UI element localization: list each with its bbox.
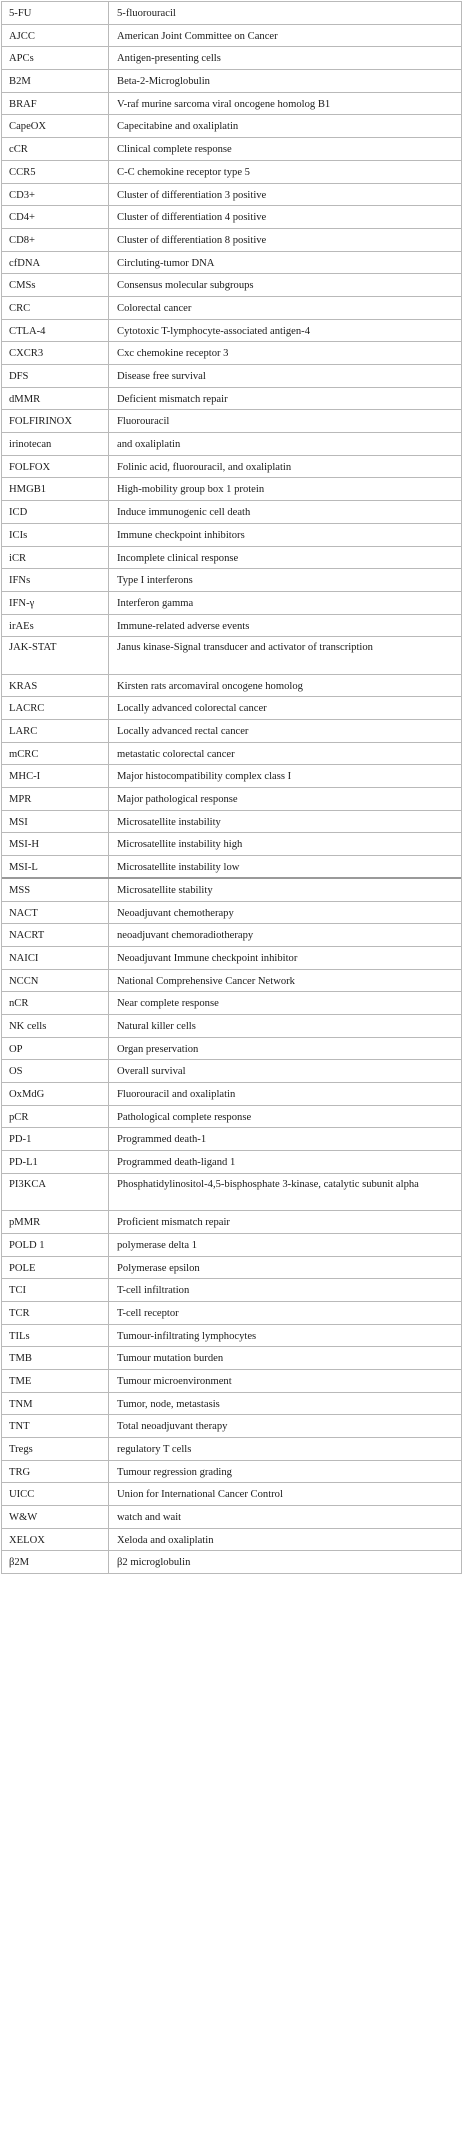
- definition-cell: Fluorouracil: [117, 416, 170, 428]
- table-row: [2, 1151, 461, 1174]
- table-row: [2, 879, 461, 902]
- table-row: [2, 25, 461, 48]
- definition-cell: Circluting-tumor DNA: [117, 257, 215, 269]
- table-row: [2, 1461, 461, 1484]
- definition-cell: Cluster of differentiation 4 positive: [117, 212, 267, 224]
- table-row: [2, 547, 461, 570]
- table-row: [2, 992, 461, 1015]
- table-row: [2, 320, 461, 343]
- definition-cell: Locally advanced colorectal cancer: [117, 703, 267, 715]
- definition-cell: polymerase delta 1: [117, 1239, 198, 1251]
- table-row: [2, 1083, 461, 1106]
- abbreviation-cell: pMMR: [2, 1211, 109, 1233]
- abbreviation-cell: iCR: [2, 547, 109, 569]
- table-row: [2, 1415, 461, 1438]
- definition-cell: metastatic colorectal cancer: [117, 748, 235, 760]
- abbreviation-cell: TNM: [2, 1393, 109, 1415]
- abbreviation-cell: CXCR3: [2, 342, 109, 364]
- table-row: [2, 47, 461, 70]
- definition-cell: Deficient mismatch repair: [117, 393, 228, 405]
- abbreviation-cell: FOLFOX: [2, 456, 109, 478]
- abbreviation-cell: W&W: [2, 1506, 109, 1528]
- table-row: [2, 1106, 461, 1129]
- definition-cell: Total neoadjuvant therapy: [117, 1421, 228, 1433]
- definition-cell: Fluorouracil and oxaliplatin: [117, 1089, 236, 1101]
- abbreviation-cell: irAEs: [2, 615, 109, 637]
- definition-cell: Programmed death-1: [117, 1134, 207, 1146]
- definition-cell: and oxaliplatin: [117, 439, 181, 451]
- abbreviation-cell: CD8+: [2, 229, 109, 251]
- table-row: [2, 1438, 461, 1461]
- abbreviation-cell: pCR: [2, 1106, 109, 1128]
- definition-cell: Immune-related adverse events: [117, 620, 250, 632]
- abbreviation-cell: TNT: [2, 1415, 109, 1437]
- table-row: [2, 1257, 461, 1280]
- table-row: [2, 2, 461, 25]
- abbreviation-cell: NACRT: [2, 924, 109, 946]
- abbreviation-cell: FOLFIRINOX: [2, 410, 109, 432]
- table-row: [2, 1174, 461, 1211]
- definition-cell: Union for International Cancer Control: [117, 1489, 283, 1501]
- table-row: [2, 743, 461, 766]
- abbreviation-cell: 5-FU: [2, 2, 109, 24]
- table-row: [2, 161, 461, 184]
- definition-cell: Colorectal cancer: [117, 302, 192, 314]
- definition-cell: Folinic acid, fluorouracil, and oxaliplatin: [117, 461, 292, 473]
- abbreviation-cell: CRC: [2, 297, 109, 319]
- abbreviation-cell: MHC-I: [2, 765, 109, 787]
- definition-cell: Polymerase epsilon: [117, 1262, 200, 1274]
- definition-cell: Induce immunogenic cell death: [117, 507, 251, 519]
- abbreviation-cell: cfDNA: [2, 252, 109, 274]
- definition-cell: Programmed death-ligand 1: [117, 1157, 236, 1169]
- abbreviation-cell: TILs: [2, 1325, 109, 1347]
- definition-cell: Cxc chemokine receptor 3: [117, 348, 229, 360]
- definition-cell: Proficient mismatch repair: [117, 1217, 230, 1229]
- abbreviation-cell: DFS: [2, 365, 109, 387]
- definition-cell: V-raf murine sarcoma viral oncogene homolog B1: [117, 98, 331, 110]
- definition-cell: C-C chemokine receptor type 5: [117, 166, 250, 178]
- table-row: [2, 184, 461, 207]
- definition-cell: Interferon gamma: [117, 597, 194, 609]
- definition-cell: Cluster of differentiation 8 positive: [117, 234, 267, 246]
- table-row: [2, 637, 461, 674]
- abbreviation-cell: Tregs: [2, 1438, 109, 1460]
- definition-cell: Beta-2-Microglobulin: [117, 76, 210, 88]
- abbreviation-cell: CapeOX: [2, 115, 109, 137]
- definition-cell: regulatory T cells: [117, 1444, 192, 1456]
- abbreviation-cell: MSI-H: [2, 833, 109, 855]
- definition-cell: Tumour microenvironment: [117, 1375, 232, 1387]
- abbreviation-cell: CMSs: [2, 274, 109, 296]
- table-row: [2, 1015, 461, 1038]
- definition-cell: Microsatellite stability: [117, 884, 213, 896]
- abbreviation-cell: JAK-STAT: [2, 637, 109, 673]
- table-row: [2, 902, 461, 925]
- definition-cell: Immune checkpoint inhibitors: [117, 529, 245, 541]
- abbreviations-table: [1, 1, 462, 1574]
- table-row: [2, 947, 461, 970]
- definition-cell: Cluster of differentiation 3 positive: [117, 189, 267, 201]
- definition-cell: Tumour-infiltrating lymphocytes: [117, 1330, 257, 1342]
- abbreviation-cell: MSI-L: [2, 856, 109, 877]
- abbreviation-cell: dMMR: [2, 388, 109, 410]
- table-row: [2, 229, 461, 252]
- table-row: [2, 833, 461, 856]
- abbreviation-cell: TME: [2, 1370, 109, 1392]
- definition-cell: Near complete response: [117, 998, 219, 1010]
- table-row: [2, 274, 461, 297]
- abbreviation-cell: MPR: [2, 788, 109, 810]
- table-row: [2, 342, 461, 365]
- table-row: [2, 569, 461, 592]
- table-row: [2, 388, 461, 411]
- abbreviation-cell: OS: [2, 1060, 109, 1082]
- table-row: [2, 1506, 461, 1529]
- abbreviation-cell: AJCC: [2, 25, 109, 47]
- abbreviation-cell: LARC: [2, 720, 109, 742]
- definition-cell: 5-fluorouracil: [117, 8, 176, 19]
- table-row: [2, 720, 461, 743]
- abbreviation-cell: IFN-γ: [2, 592, 109, 614]
- abbreviation-cell: TMB: [2, 1347, 109, 1369]
- abbreviation-cell: XELOX: [2, 1529, 109, 1551]
- table-row: [2, 138, 461, 161]
- abbreviation-cell: nCR: [2, 992, 109, 1014]
- table-row: [2, 1128, 461, 1151]
- abbreviation-cell: CD3+: [2, 184, 109, 206]
- table-row: [2, 697, 461, 720]
- definition-cell: National Comprehensive Cancer Network: [117, 975, 295, 987]
- table-row: [2, 478, 461, 501]
- table-row: [2, 1038, 461, 1061]
- abbreviation-cell: β2M: [2, 1551, 109, 1573]
- definition-cell: Microsatellite instability: [117, 816, 221, 828]
- table-row: [2, 856, 461, 879]
- abbreviation-cell: PD-L1: [2, 1151, 109, 1173]
- abbreviation-cell: NK cells: [2, 1015, 109, 1037]
- abbreviation-cell: NCCN: [2, 970, 109, 992]
- table-row: [2, 365, 461, 388]
- definition-cell: Natural killer cells: [117, 1020, 196, 1032]
- definition-cell: Microsatellite instability low: [117, 862, 240, 874]
- abbreviation-cell: cCR: [2, 138, 109, 160]
- abbreviation-cell: LACRC: [2, 697, 109, 719]
- abbreviation-cell: CD4+: [2, 206, 109, 228]
- definition-cell: Antigen-presenting cells: [117, 53, 221, 65]
- definition-cell: Pathological complete response: [117, 1111, 252, 1123]
- abbreviation-cell: IFNs: [2, 569, 109, 591]
- table-row: [2, 1325, 461, 1348]
- definition-cell: T-cell infiltration: [117, 1285, 190, 1297]
- table-row: [2, 70, 461, 93]
- abbreviation-cell: OP: [2, 1038, 109, 1060]
- table-row: [2, 410, 461, 433]
- abbreviation-cell: TCR: [2, 1302, 109, 1324]
- table-row: [2, 1529, 461, 1552]
- table-row: [2, 297, 461, 320]
- abbreviation-cell: irinotecan: [2, 433, 109, 455]
- abbreviation-cell: CCR5: [2, 161, 109, 183]
- table-row: [2, 615, 461, 638]
- abbreviation-cell: CTLA-4: [2, 320, 109, 342]
- table-row: [2, 811, 461, 834]
- definition-cell: Cytotoxic T-lymphocyte-associated antigen-4: [117, 325, 310, 337]
- abbreviation-cell: TRG: [2, 1461, 109, 1483]
- definition-cell: Xeloda and oxaliplatin: [117, 1534, 214, 1546]
- table-row: [2, 1211, 461, 1234]
- abbreviation-cell: TCI: [2, 1279, 109, 1301]
- definition-cell: neoadjuvant chemoradiotherapy: [117, 930, 254, 942]
- definition-cell: Disease free survival: [117, 371, 206, 382]
- definition-cell: High-mobility group box 1 protein: [117, 484, 265, 496]
- definition-cell: Kirsten rats arcomaviral oncogene homolog: [117, 680, 303, 692]
- definition-cell: Phosphatidylinositol-4,5-bisphosphate 3-kinase, catalytic subunit alpha: [117, 1178, 419, 1190]
- table-row: [2, 524, 461, 547]
- table-row: [2, 765, 461, 788]
- definition-cell: Capecitabine and oxaliplatin: [117, 121, 239, 133]
- abbreviation-cell: POLD 1: [2, 1234, 109, 1256]
- definition-cell: Major histocompatibility complex class I: [117, 771, 292, 783]
- abbreviation-cell: OxMdG: [2, 1083, 109, 1105]
- table-row: [2, 1234, 461, 1257]
- definition-cell: Tumor, node, metastasis: [117, 1398, 220, 1410]
- table-row: [2, 93, 461, 116]
- abbreviation-cell: MSS: [2, 879, 109, 901]
- abbreviation-cell: PD-1: [2, 1128, 109, 1150]
- table-row: [2, 675, 461, 698]
- table-row: [2, 592, 461, 615]
- definition-cell: Tumour regression grading: [117, 1466, 232, 1478]
- abbreviation-cell: NACT: [2, 902, 109, 924]
- table-row: [2, 1060, 461, 1083]
- definition-cell: T-cell receptor: [117, 1307, 179, 1319]
- definition-cell: Major pathological response: [117, 794, 238, 806]
- definition-cell: Janus kinase-Signal transducer and activator of transcription: [117, 642, 373, 654]
- abbreviation-cell: PI3KCA: [2, 1174, 109, 1210]
- abbreviation-cell: ICD: [2, 501, 109, 523]
- definition-cell: Consensus molecular subgroups: [117, 280, 254, 292]
- abbreviation-cell: UICC: [2, 1483, 109, 1505]
- table-row: [2, 1393, 461, 1416]
- abbreviation-cell: B2M: [2, 70, 109, 92]
- table-row: [2, 1370, 461, 1393]
- table-row: [2, 1347, 461, 1370]
- definition-cell: Tumour mutation burden: [117, 1353, 224, 1365]
- definition-cell: Type I interferons: [117, 575, 193, 587]
- abbreviation-cell: POLE: [2, 1257, 109, 1279]
- table-row: [2, 252, 461, 275]
- abbreviation-cell: BRAF: [2, 93, 109, 115]
- table-row: [2, 115, 461, 138]
- definition-cell: Incomplete clinical response: [117, 552, 239, 564]
- definition-cell: β2 microglobulin: [117, 1557, 191, 1569]
- definition-cell: Clinical complete response: [117, 144, 232, 156]
- table-row: [2, 206, 461, 229]
- table-row: [2, 1279, 461, 1302]
- definition-cell: Neoadjuvant chemotherapy: [117, 907, 234, 919]
- abbreviation-cell: NAICI: [2, 947, 109, 969]
- table-row: [2, 788, 461, 811]
- definition-cell: American Joint Committee on Cancer: [117, 30, 278, 42]
- table-row: [2, 924, 461, 947]
- abbreviation-cell: KRAS: [2, 675, 109, 697]
- definition-cell: Overall survival: [117, 1066, 186, 1078]
- table-row: [2, 1302, 461, 1325]
- definition-cell: Locally advanced rectal cancer: [117, 726, 249, 738]
- abbreviation-cell: HMGB1: [2, 478, 109, 500]
- definition-cell: watch and wait: [117, 1512, 182, 1524]
- abbreviation-cell: APCs: [2, 47, 109, 69]
- table-row: [2, 501, 461, 524]
- table-row: [2, 433, 461, 456]
- definition-cell: Neoadjuvant Immune checkpoint inhibitor: [117, 952, 298, 964]
- table-row: [2, 1483, 461, 1506]
- definition-cell: Microsatellite instability high: [117, 839, 243, 851]
- abbreviation-cell: MSI: [2, 811, 109, 833]
- table-row: [2, 970, 461, 993]
- table-row: [2, 1551, 461, 1574]
- abbreviation-cell: ICIs: [2, 524, 109, 546]
- abbreviation-cell: mCRC: [2, 743, 109, 765]
- table-row: [2, 456, 461, 479]
- definition-cell: Organ preservation: [117, 1043, 199, 1055]
